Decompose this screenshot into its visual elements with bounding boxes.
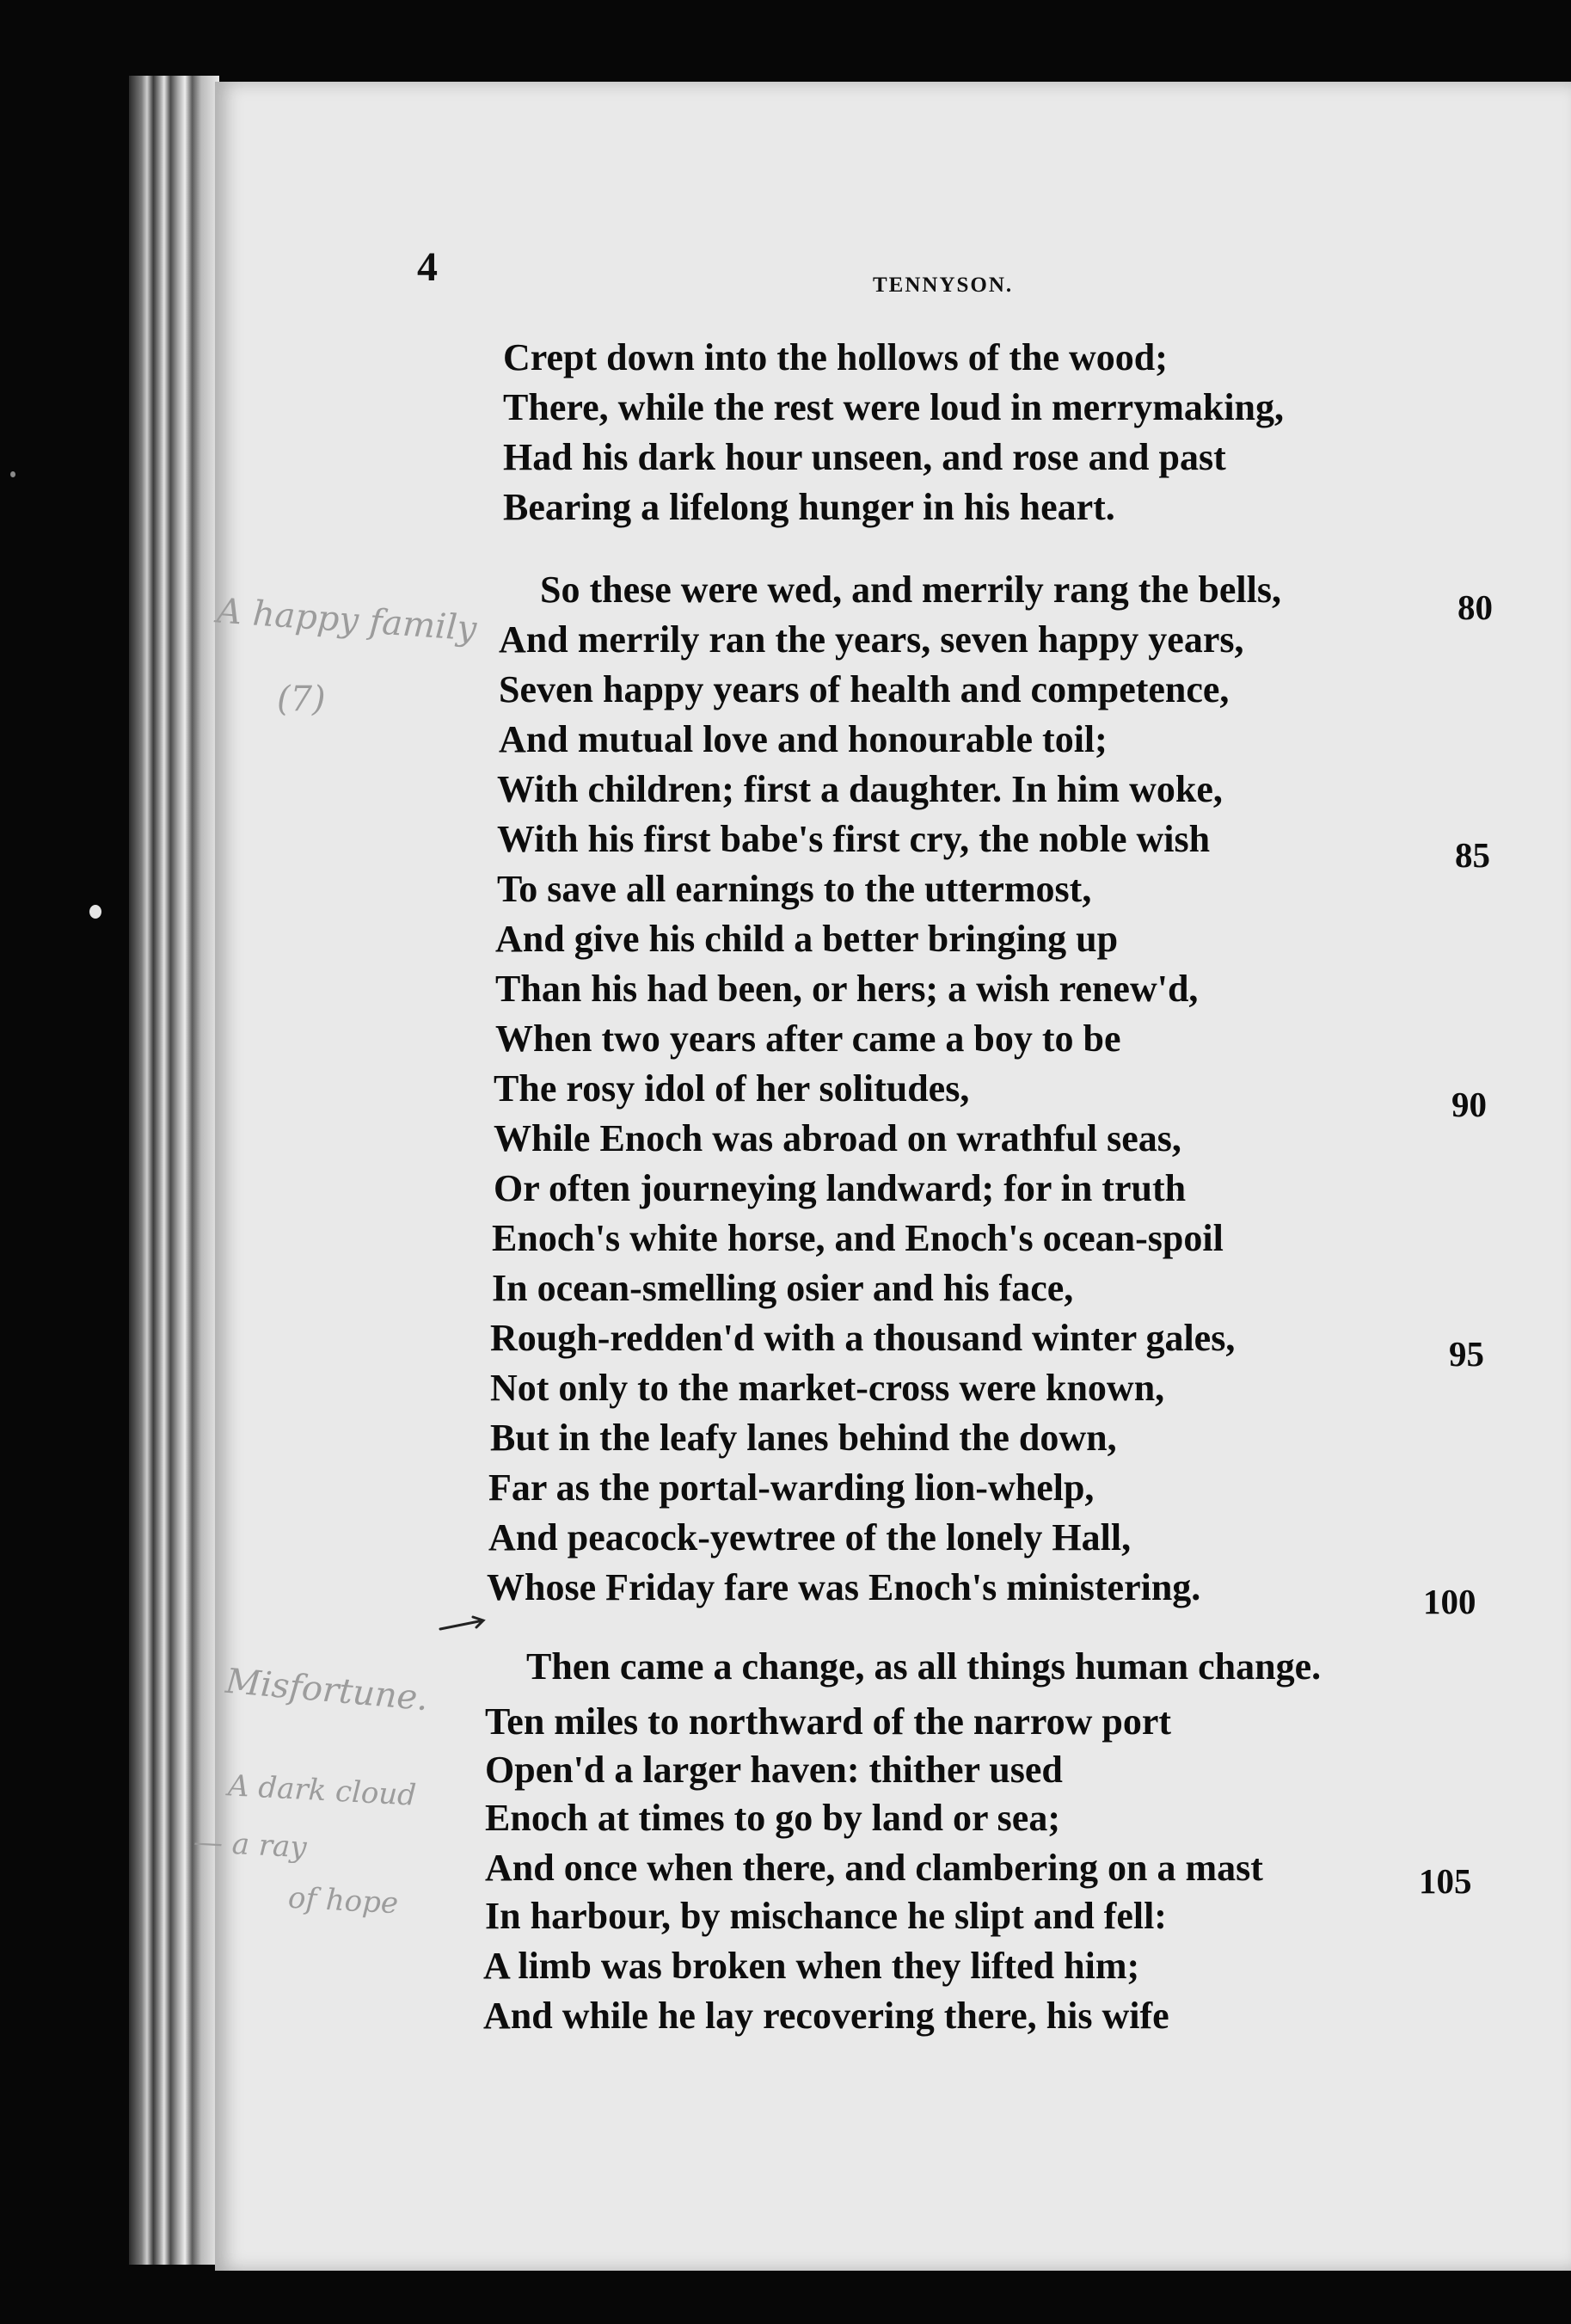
scan-speck bbox=[89, 905, 101, 919]
margin-note: (7) bbox=[277, 679, 326, 719]
poem-line: A limb was broken when they lifted him; bbox=[483, 1945, 1140, 1987]
poem-line: In ocean-smelling osier and his face, bbox=[492, 1267, 1074, 1309]
poem-line: Bearing a lifelong hunger in his heart. bbox=[503, 486, 1115, 528]
poem-line: Far as the portal-warding lion-whelp, bbox=[488, 1466, 1095, 1509]
page-number: 4 bbox=[417, 244, 438, 290]
poem-line: Ten miles to northward of the narrow port bbox=[485, 1700, 1172, 1743]
poem-line: And once when there, and clambering on a mast bbox=[485, 1847, 1263, 1889]
poem-line: In harbour, by mischance he slipt and fell: bbox=[485, 1895, 1167, 1937]
poem-line: With his first babe's first cry, the noble wish bbox=[497, 818, 1211, 860]
poem-line: And peacock-yewtree of the lonely Hall, bbox=[488, 1516, 1132, 1559]
line-number: 90 bbox=[1451, 1085, 1487, 1124]
poem-line: Whose Friday fare was Enoch's ministering. bbox=[487, 1566, 1201, 1608]
poem-line: Then came a change, as all things human change. bbox=[526, 1645, 1322, 1688]
poem-line: And mutual love and honourable toil; bbox=[499, 718, 1108, 760]
poem-line: Than his had been, or hers; a wish renew'd, bbox=[495, 968, 1199, 1010]
line-number: 105 bbox=[1419, 1861, 1472, 1901]
scan-speck bbox=[10, 471, 15, 477]
poem-line: Open'd a larger haven: thither used bbox=[485, 1749, 1063, 1791]
poem-line: Enoch at times to go by land or sea; bbox=[485, 1797, 1060, 1839]
poem-line: And give his child a better bringing up bbox=[495, 918, 1119, 960]
margin-note: — a ray bbox=[193, 1824, 308, 1866]
pencil-arrow-mark bbox=[439, 1615, 488, 1632]
poem-line: While Enoch was abroad on wrathful seas, bbox=[494, 1117, 1181, 1159]
running-head: TENNYSON. bbox=[873, 274, 1014, 297]
poem-line: Or often journeying landward; for in truth bbox=[494, 1167, 1187, 1209]
poem-line: There, while the rest were loud in merrymaking, bbox=[503, 386, 1285, 428]
poem-line: Enoch's white horse, and Enoch's ocean-spoil bbox=[492, 1217, 1224, 1259]
poem-line: And merrily ran the years, seven happy years, bbox=[499, 618, 1244, 661]
line-number: 100 bbox=[1423, 1582, 1476, 1621]
line-number: 95 bbox=[1449, 1334, 1484, 1374]
poem-line: With children; first a daughter. In him woke, bbox=[497, 768, 1223, 810]
poem-line: Had his dark hour unseen, and rose and past bbox=[503, 436, 1226, 478]
poem-line: But in the leafy lanes behind the down, bbox=[490, 1417, 1117, 1459]
poem-line: The rosy idol of her solitudes, bbox=[494, 1067, 970, 1110]
line-number: 85 bbox=[1455, 835, 1490, 875]
poem-line: Seven happy years of health and competence, bbox=[499, 668, 1230, 710]
book-spine-edge bbox=[129, 76, 219, 2265]
poem-line: When two years after came a boy to be bbox=[495, 1018, 1121, 1060]
poem-line: And while he lay recovering there, his wife bbox=[483, 1995, 1169, 2037]
margin-note: A dark cloud bbox=[227, 1768, 418, 1813]
poem-line: So these were wed, and merrily rang the bells, bbox=[540, 569, 1281, 611]
margin-note: A happy family bbox=[215, 591, 478, 649]
margin-note: Misfortune. bbox=[224, 1661, 430, 1719]
line-number: 80 bbox=[1457, 587, 1493, 627]
margin-note: of hope bbox=[287, 1880, 400, 1921]
poem-line: To save all earnings to the uttermost, bbox=[497, 868, 1092, 910]
poem-line: Rough-redden'd with a thousand winter gales, bbox=[490, 1317, 1236, 1359]
poem-line: Not only to the market-cross were known, bbox=[490, 1367, 1165, 1409]
poem-line: Crept down into the hollows of the wood; bbox=[503, 336, 1168, 378]
